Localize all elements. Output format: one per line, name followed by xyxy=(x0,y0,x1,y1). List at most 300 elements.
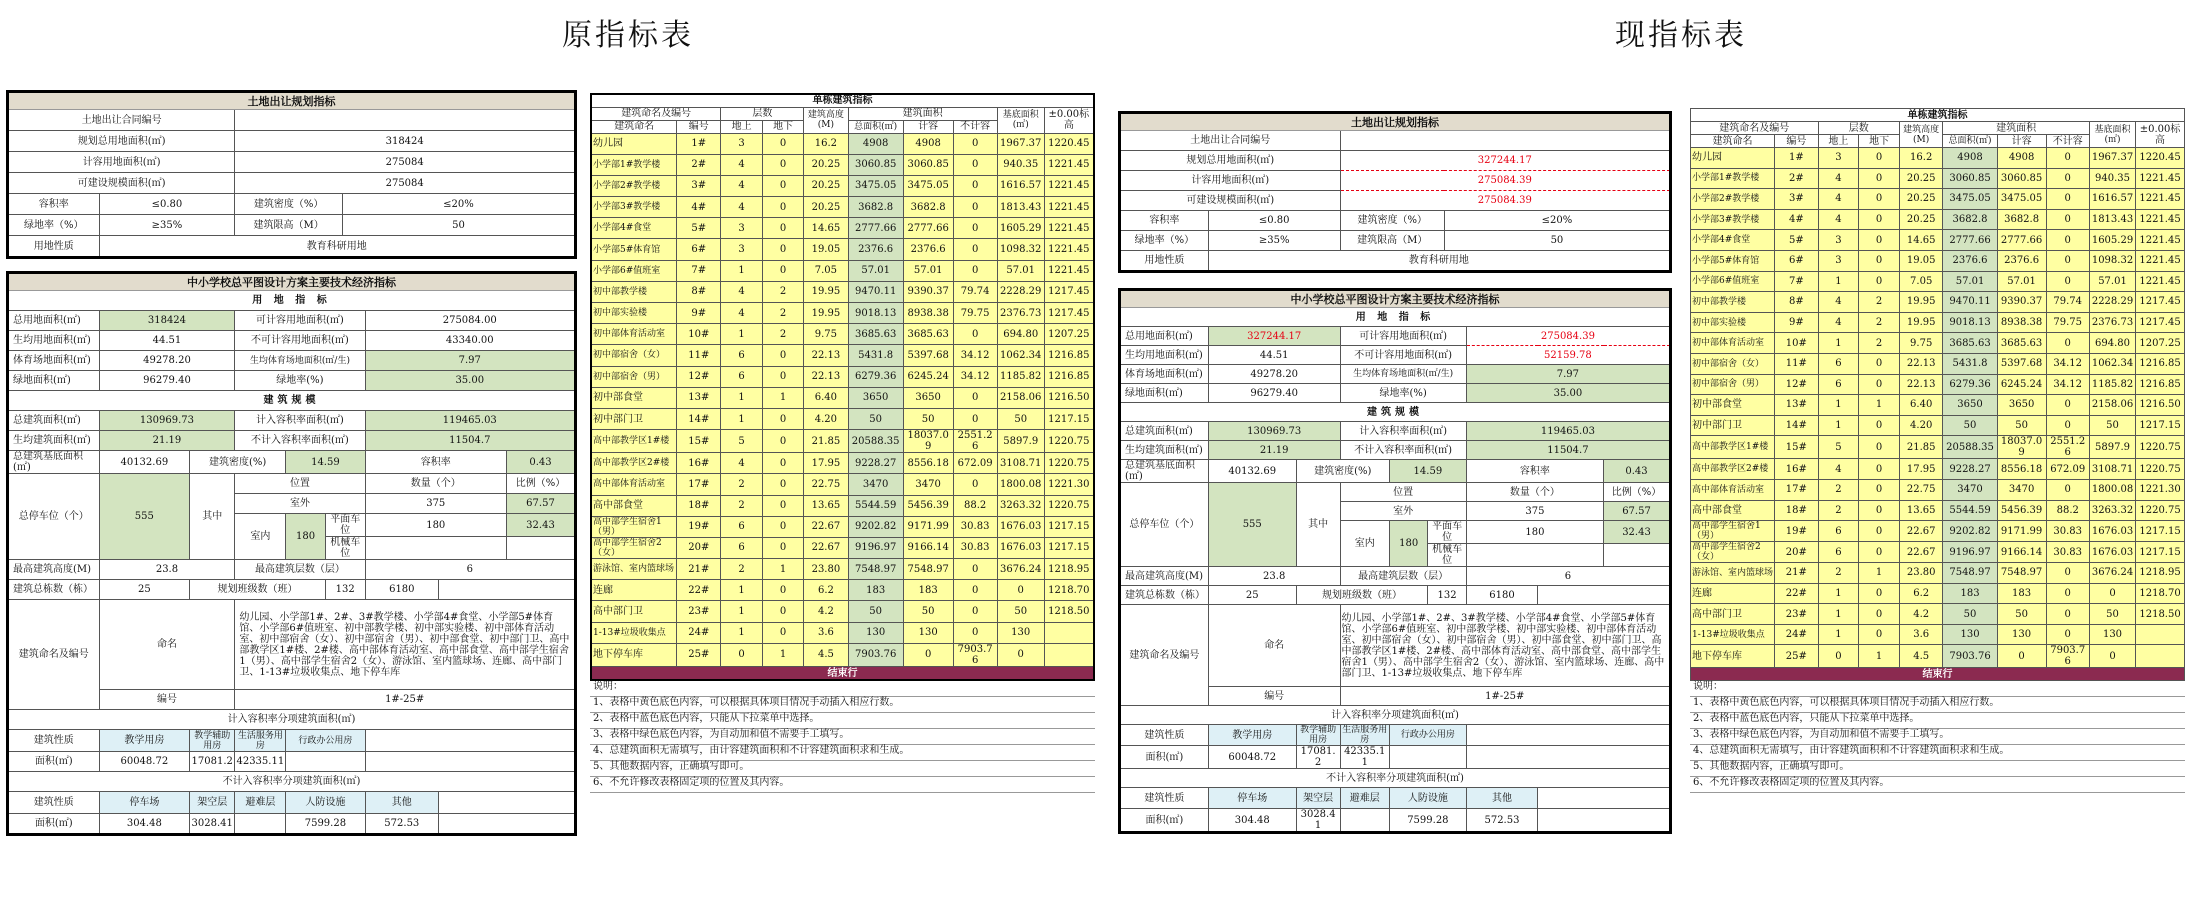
building-cell: 0 xyxy=(2046,395,2089,416)
building-cell: 3 xyxy=(721,133,762,154)
h-total: 总面积(㎡) xyxy=(848,120,903,133)
building-cell: 22.67 xyxy=(804,516,848,537)
building-cell: 0 xyxy=(2046,230,2089,251)
h-calc: 计容 xyxy=(903,120,953,133)
building-name: 小学部5#体育馆 xyxy=(1691,250,1775,271)
building-cell: 6245.24 xyxy=(903,366,953,387)
building-cell: 3470 xyxy=(1997,479,2046,500)
total-area-label: 规划总用地面积(㎡) xyxy=(1121,151,1341,171)
building-cell: 183 xyxy=(848,580,903,601)
class-count-value: 132 xyxy=(325,580,365,600)
per-student-area-label: 生均用地面积(㎡) xyxy=(9,331,100,351)
h-no: 编号 xyxy=(677,120,721,133)
density-value: ≤20% xyxy=(1444,211,1669,231)
building-cell: 0 xyxy=(1859,374,1900,395)
pe-per-label: 生均体育场地面积(㎡/生) xyxy=(1340,365,1466,384)
building-cell: 9171.99 xyxy=(1997,521,2046,542)
building-cell: 0 xyxy=(997,580,1044,601)
density-label: 建筑密度(%) xyxy=(1296,460,1389,483)
building-cell: 6279.36 xyxy=(1943,374,1997,395)
tech-table-current xyxy=(1120,290,1670,832)
building-cell: 7548.97 xyxy=(903,559,953,580)
building-row xyxy=(591,537,1094,558)
building-cell: 20.25 xyxy=(804,175,848,196)
building-name: 小学部3#教学楼 xyxy=(1691,209,1775,230)
nofar-value: 11504.7 xyxy=(365,431,574,451)
building-cell: 17# xyxy=(677,474,721,495)
building-cell: 5# xyxy=(677,218,721,239)
building-cell: 22.67 xyxy=(1899,542,1942,563)
building-name: 初中部体育活动室 xyxy=(591,324,677,345)
building-cell: 0 xyxy=(1859,148,1900,169)
building-name: 初中部食堂 xyxy=(591,387,677,408)
note-2: 2、表格中蓝色底色内容，只能从下拉菜单中选择。 xyxy=(590,713,1095,729)
calc-area-value: 275084.00 xyxy=(365,311,574,331)
calc-val-blank xyxy=(1466,746,1669,769)
building-cell: 5897.9 xyxy=(997,430,1044,453)
building-cell: 0 xyxy=(2046,271,2089,292)
building-cell: 1220.45 xyxy=(2136,148,2185,169)
total-area-value: 318424 xyxy=(235,131,575,152)
building-cell: 6.40 xyxy=(804,387,848,408)
building-cell: 8556.18 xyxy=(903,453,953,474)
h-name: 建筑命名及编号 xyxy=(591,107,721,120)
building-name: 高中部教学区1#楼 xyxy=(1691,436,1775,459)
building-name: 小学部2#教学楼 xyxy=(1691,189,1775,210)
calc-head-2: 教学辅助用房 xyxy=(190,730,235,752)
building-cell: 1217.15 xyxy=(1044,537,1094,558)
nocalc-sub-title: 不计入容积率分项建筑面积(㎡) xyxy=(1121,769,1670,788)
building-cell: 0 xyxy=(1859,209,1900,230)
building-cell: 3108.71 xyxy=(2089,459,2135,480)
building-cell: 1 xyxy=(762,387,803,408)
building-name: 小学部3#教学楼 xyxy=(591,197,677,218)
building-cell: 1217.15 xyxy=(1044,516,1094,537)
building-cell: 57.01 xyxy=(2089,271,2135,292)
building-cell: 7903.76 xyxy=(2046,645,2089,668)
building-cell: 1220.75 xyxy=(2136,500,2185,521)
building-cell: 6 xyxy=(1818,353,1859,374)
building-cell: 1 xyxy=(1818,271,1859,292)
building-cell: 22.13 xyxy=(804,345,848,366)
building-cell: 0 xyxy=(2046,333,2089,354)
building-cell: 2# xyxy=(1775,168,1818,189)
building-row xyxy=(1691,374,2185,395)
building-cell: 4.2 xyxy=(1899,604,1942,625)
building-cell: 6# xyxy=(677,239,721,260)
building-cell: 0 xyxy=(762,408,803,429)
building-cell: 3685.63 xyxy=(1943,333,1997,354)
building-cell: 0 xyxy=(1818,645,1859,668)
building-cell: 1221.30 xyxy=(1044,474,1094,495)
building-cell: 0 xyxy=(953,260,997,281)
building-cell: 19# xyxy=(1775,521,1818,542)
building-cell: 1217.45 xyxy=(1044,303,1094,324)
blank-cell xyxy=(1538,586,1670,605)
building-cell: 5 xyxy=(1818,436,1859,459)
building-cell: 1676.03 xyxy=(997,516,1044,537)
building-cell: 19.05 xyxy=(1899,250,1942,271)
h-base: 基底面积(㎡) xyxy=(997,107,1044,133)
mech-ratio xyxy=(1604,544,1670,567)
building-cell: 0 xyxy=(2046,209,2089,230)
far-area-value: 119465.03 xyxy=(365,411,574,431)
building-row xyxy=(591,281,1094,302)
building-name: 高中部学生宿舍2（女） xyxy=(591,537,677,558)
building-cell: 3676.24 xyxy=(997,559,1044,580)
building-cell: 1220.75 xyxy=(1044,453,1094,474)
building-cell: 22# xyxy=(1775,583,1818,604)
single-heading: 单栋建筑指标 xyxy=(591,94,1094,107)
building-cell: 1216.85 xyxy=(1044,366,1094,387)
building-cell: 4 xyxy=(721,281,762,302)
building-cell: 3470 xyxy=(903,474,953,495)
building-cell: 50 xyxy=(903,601,953,622)
building-name: 小学部6#值班室 xyxy=(1691,271,1775,292)
pe-per-label: 生均体育场地面积(㎡/生) xyxy=(235,351,365,371)
scale-title: 建筑规模 xyxy=(9,391,575,411)
nocalc-head-blank xyxy=(439,792,575,814)
calc-head-1: 教学用房 xyxy=(99,730,190,752)
nofar-label: 不计入容积率面积(㎡) xyxy=(235,431,365,451)
building-cell: 0 xyxy=(762,580,803,601)
building-cell: 3 xyxy=(721,218,762,239)
building-name: 小学部1#教学楼 xyxy=(591,154,677,175)
pe-area-label: 体育场地面积(㎡) xyxy=(1121,365,1209,384)
build-area-label: 可建设规模面积(㎡) xyxy=(1121,191,1341,211)
title-original: 原指标表 xyxy=(562,18,694,53)
building-cell: 20588.35 xyxy=(1943,436,1997,459)
building-row xyxy=(1691,500,2185,521)
gfa-value: 130969.73 xyxy=(1208,422,1340,441)
building-row xyxy=(1691,395,2185,416)
building-cell: 3# xyxy=(677,175,721,196)
building-cell: 0 xyxy=(2046,479,2089,500)
building-cell: 0 xyxy=(762,601,803,622)
nocalc-val-1: 304.48 xyxy=(1208,809,1296,832)
building-cell: 1217.45 xyxy=(2136,292,2185,313)
land-use-title: 用 地 指 标 xyxy=(1121,308,1670,327)
building-cell: 0 xyxy=(762,516,803,537)
building-name: 高中部门卫 xyxy=(1691,604,1775,625)
flat-ratio: 32.43 xyxy=(1604,521,1670,544)
building-cell: 3 xyxy=(1818,250,1859,271)
building-cell: 11# xyxy=(677,345,721,366)
building-cell: 1 xyxy=(721,622,762,643)
building-row xyxy=(591,260,1094,281)
building-cell: 6.2 xyxy=(1899,583,1942,604)
building-cell: 0 xyxy=(1859,436,1900,459)
building-cell: 9.75 xyxy=(804,324,848,345)
nofar-label: 不计入容积率面积(㎡) xyxy=(1340,441,1466,460)
building-cell: 4 xyxy=(1818,189,1859,210)
building-cell: 4 xyxy=(721,175,762,196)
building-cell: 6279.36 xyxy=(848,366,903,387)
building-name: 小学部1#教学楼 xyxy=(1691,168,1775,189)
building-cell: 3475.05 xyxy=(1943,189,1997,210)
building-cell: 0 xyxy=(721,643,762,666)
nocalc-val-3 xyxy=(1340,809,1389,832)
flat-label: 平面车位 xyxy=(325,514,365,537)
nocalc-head-3: 避难层 xyxy=(235,792,286,814)
calc-head-3: 生活服务用房 xyxy=(1340,725,1389,746)
building-cell: 57.01 xyxy=(1943,271,1997,292)
building-row xyxy=(1691,148,2185,169)
build-area-value: 275084.39 xyxy=(1340,191,1669,211)
land-table-original xyxy=(8,92,575,257)
far-area-value: 119465.03 xyxy=(1466,422,1669,441)
per-student-area-label: 生均用地面积(㎡) xyxy=(1121,346,1209,365)
building-cell: 4908 xyxy=(848,133,903,154)
building-cell: 2376.6 xyxy=(848,239,903,260)
far-area-label: 计入容积率面积(㎡) xyxy=(1340,422,1466,441)
building-cell: 2228.29 xyxy=(2089,292,2135,313)
nocalc-area-row-label: 面积(㎡) xyxy=(1121,809,1209,832)
building-cell: 4.5 xyxy=(1899,645,1942,668)
building-cell: 8# xyxy=(1775,292,1818,313)
max-floors-value: 6 xyxy=(1466,567,1669,586)
building-row xyxy=(591,643,1094,666)
building-cell: 7903.76 xyxy=(953,643,997,666)
building-row xyxy=(591,559,1094,580)
building-cell: 2 xyxy=(1818,479,1859,500)
building-cell: 13.65 xyxy=(804,495,848,516)
building-cell: 1 xyxy=(1859,563,1900,584)
building-cell: 22.75 xyxy=(804,474,848,495)
building-cell: 30.83 xyxy=(2046,542,2089,563)
h-floors: 层数 xyxy=(1818,122,1899,135)
build-area-label: 可建设规模面积(㎡) xyxy=(9,173,235,194)
qty-head: 数量（个） xyxy=(1466,483,1603,502)
mech-label: 机械车位 xyxy=(1428,544,1466,567)
calc-head-2: 教学辅助用房 xyxy=(1296,725,1340,746)
building-row xyxy=(1691,292,2185,313)
building-cell: 2 xyxy=(1859,333,1900,354)
building-name: 高中部食堂 xyxy=(1691,500,1775,521)
green-label: 绿地率（%） xyxy=(1121,231,1209,251)
building-cell: 1217.45 xyxy=(2136,312,2185,333)
building-cell: 6 xyxy=(1818,374,1859,395)
building-cell: 672.09 xyxy=(953,453,997,474)
building-cell: 5897.9 xyxy=(2089,436,2135,459)
name-text: 幼儿园、小学部1#、2#、3#教学楼、小学部4#食堂、小学部5#体育馆、小学部6#值班室、初中部教学楼、初中部实验楼、初中部体育活动室、初中部宿舍（女）、初中部宿舍（男）、初中部食堂、初中部门卫、高中部教学区1#楼、2#楼、高中部体育活动室、高中部食堂、高中部学生宿舍1（男）、高中部学生宿舍2（女）、游泳馆、室内篮球场、连廊、高中部门卫、1-13#垃圾收集点、地下停车库 xyxy=(1340,605,1669,687)
building-cell: 130 xyxy=(903,622,953,643)
building-cell: 4# xyxy=(1775,209,1818,230)
building-cell: 18# xyxy=(677,495,721,516)
building-row xyxy=(591,303,1094,324)
nocalc-head-4: 人防设施 xyxy=(286,792,365,814)
building-cell: 9470.11 xyxy=(848,281,903,302)
building-cell: 50 xyxy=(1943,415,1997,436)
total-area-label: 总用地面积(㎡) xyxy=(9,311,100,331)
building-cell: 1 xyxy=(1818,624,1859,645)
building-cell: 3470 xyxy=(1943,479,1997,500)
building-cell: 694.80 xyxy=(2089,333,2135,354)
nocalc-head-2: 架空层 xyxy=(190,792,235,814)
building-cell: 0 xyxy=(1859,189,1900,210)
building-cell: 34.12 xyxy=(953,366,997,387)
calc-head-blank xyxy=(1466,725,1669,746)
far-value: 0.43 xyxy=(507,451,575,474)
building-cell: 3 xyxy=(1818,230,1859,251)
building-cell: 5397.68 xyxy=(903,345,953,366)
building-cell: 4908 xyxy=(1997,148,2046,169)
building-cell: 1217.45 xyxy=(1044,281,1094,302)
h-nocalc: 不计容 xyxy=(2046,135,2089,148)
calc-area-row-label: 面积(㎡) xyxy=(1121,746,1209,769)
far-label: 容积率 xyxy=(365,451,506,474)
building-cell: 1218.50 xyxy=(2136,604,2185,625)
building-cell: 1216.85 xyxy=(2136,374,2185,395)
building-cell xyxy=(2136,624,2185,645)
calc-area-label: 计容用地面积(㎡) xyxy=(9,152,235,173)
calc-area-value: 275084.39 xyxy=(1466,327,1669,346)
building-cell: 5456.39 xyxy=(903,495,953,516)
green-value: ≥35% xyxy=(99,215,235,236)
per-gfa-label: 生均建筑面积(㎡) xyxy=(1121,441,1209,460)
building-cell: 19.95 xyxy=(1899,292,1942,313)
green-area-value: 96279.40 xyxy=(1208,384,1340,403)
max-height-label: 最高建筑高度(M) xyxy=(9,560,100,580)
mech-label: 机械车位 xyxy=(325,537,365,560)
land-use-title: 用 地 指 标 xyxy=(9,291,575,311)
note-5: 5、其他数据内容，正确填写即可。 xyxy=(590,761,1095,777)
building-cell: 9# xyxy=(677,303,721,324)
height-value: 50 xyxy=(1444,231,1669,251)
building-cell: 14# xyxy=(1775,415,1818,436)
gfa-label: 总建筑面积(㎡) xyxy=(9,411,100,431)
building-row xyxy=(1691,271,2185,292)
max-height-value: 23.8 xyxy=(1208,567,1340,586)
calc-val-2: 17081.2 xyxy=(1296,746,1340,769)
building-cell: 0 xyxy=(762,474,803,495)
land-heading: 土地出让规划指标 xyxy=(1121,114,1670,131)
building-cell: 0 xyxy=(762,537,803,558)
green-rate-label: 绿地率(%) xyxy=(235,371,365,391)
building-cell: 1 xyxy=(1859,395,1900,416)
building-cell: 0 xyxy=(953,239,997,260)
h-calc: 计容 xyxy=(1997,135,2046,148)
building-cell: 10# xyxy=(677,324,721,345)
building-cell: 9390.37 xyxy=(903,281,953,302)
building-row xyxy=(591,324,1094,345)
building-cell: 30.83 xyxy=(953,537,997,558)
building-cell: 57.01 xyxy=(1997,271,2046,292)
building-row xyxy=(591,387,1094,408)
building-row xyxy=(1691,624,2185,645)
height-label: 建筑限高（M） xyxy=(235,215,343,236)
building-cell: 0 xyxy=(762,218,803,239)
calc-nature-label: 建筑性质 xyxy=(1121,725,1209,746)
nocalc-val-3 xyxy=(235,814,286,834)
building-cell: 1800.08 xyxy=(997,474,1044,495)
building-cell: 3650 xyxy=(1997,395,2046,416)
h-above: 地上 xyxy=(721,120,762,133)
building-cell: 9390.37 xyxy=(1997,292,2046,313)
building-cell: 0 xyxy=(1859,271,1900,292)
building-cell: 19.95 xyxy=(804,303,848,324)
building-name: 初中部实验楼 xyxy=(1691,312,1775,333)
contract-label: 土地出让合同编号 xyxy=(9,110,235,131)
building-cell: 1# xyxy=(677,133,721,154)
note-3: 3、表格中绿色底色内容，为自动加和值不需要手工填写。 xyxy=(590,729,1095,745)
building-name: 小学部4#食堂 xyxy=(1691,230,1775,251)
indoor-label: 室内 xyxy=(235,514,286,560)
building-name: 高中部学生宿舍1（男） xyxy=(591,516,677,537)
noncalc-area-label: 不可计容用地面积(㎡) xyxy=(1340,346,1466,365)
building-cell: 2777.66 xyxy=(903,218,953,239)
class-count-value: 132 xyxy=(1428,586,1466,605)
building-cell: 57.01 xyxy=(997,260,1044,281)
base-area-value: 40132.69 xyxy=(99,451,190,474)
gfa-label: 总建筑面积(㎡) xyxy=(1121,422,1209,441)
noncalc-area-value: 43340.00 xyxy=(365,331,574,351)
nocalc-head-4: 人防设施 xyxy=(1389,788,1466,809)
building-cell: 19.95 xyxy=(1899,312,1942,333)
building-cell: 1216.85 xyxy=(2136,353,2185,374)
h-below: 地下 xyxy=(762,120,803,133)
building-cell: 0 xyxy=(2089,583,2135,604)
building-cell: 0 xyxy=(2046,624,2089,645)
building-cell: 940.35 xyxy=(997,154,1044,175)
building-cell: 4908 xyxy=(1943,148,1997,169)
building-cell: 1 xyxy=(721,324,762,345)
notes-title: 说明： xyxy=(590,681,1095,697)
building-row xyxy=(1691,333,2185,354)
building-cell: 1813.43 xyxy=(2089,209,2135,230)
note-5: 5、其他数据内容，正确填写即可。 xyxy=(1690,761,2185,777)
h-sub-name: 建筑命名 xyxy=(1691,135,1775,148)
building-cell: 8556.18 xyxy=(1997,459,2046,480)
pe-area-label: 体育场地面积(㎡) xyxy=(9,351,100,371)
building-count-value: 25 xyxy=(1208,586,1296,605)
building-cell: 7.05 xyxy=(804,260,848,281)
building-name: 初中部宿舍（男） xyxy=(1691,374,1775,395)
notes-title: 说明： xyxy=(1690,681,2185,697)
building-cell: 16# xyxy=(677,453,721,474)
building-cell: 22.75 xyxy=(1899,479,1942,500)
building-cell: 130 xyxy=(997,622,1044,643)
building-row xyxy=(1691,604,2185,625)
total-area-label: 总用地面积(㎡) xyxy=(1121,327,1209,346)
building-name: 游泳馆、室内篮球场 xyxy=(1691,563,1775,584)
building-cell: 0 xyxy=(953,324,997,345)
building-cell: 1 xyxy=(721,580,762,601)
building-cell: 1217.15 xyxy=(1044,408,1094,429)
building-cell: 3682.8 xyxy=(1997,209,2046,230)
building-row xyxy=(591,453,1094,474)
building-cell: 1220.75 xyxy=(2136,436,2185,459)
calc-area-label: 可计容用地面积(㎡) xyxy=(235,311,365,331)
building-cell: 4 xyxy=(721,303,762,324)
calc-head-4: 行政办公用房 xyxy=(286,730,365,752)
building-cell: 50 xyxy=(1997,604,2046,625)
per-gfa-label: 生均建筑面积(㎡) xyxy=(9,431,100,451)
building-cell: 1220.75 xyxy=(1044,495,1094,516)
building-name: 初中部体育活动室 xyxy=(1691,333,1775,354)
building-cell: 0 xyxy=(1859,521,1900,542)
building-cell: 672.09 xyxy=(2046,459,2089,480)
note-1: 1、表格中黄色底色内容，可以根据具体项目情况手动插入相应行数。 xyxy=(1690,697,2185,713)
building-cell: 1 xyxy=(1818,604,1859,625)
building-cell: 2 xyxy=(721,474,762,495)
building-cell: 9470.11 xyxy=(1943,292,1997,313)
building-cell: 6.40 xyxy=(1899,395,1942,416)
calc-area-label: 计容用地面积(㎡) xyxy=(1121,171,1341,191)
building-cell: 17.95 xyxy=(1899,459,1942,480)
calc-area-row-label: 面积(㎡) xyxy=(9,752,100,772)
building-cell: 1221.45 xyxy=(2136,271,2185,292)
